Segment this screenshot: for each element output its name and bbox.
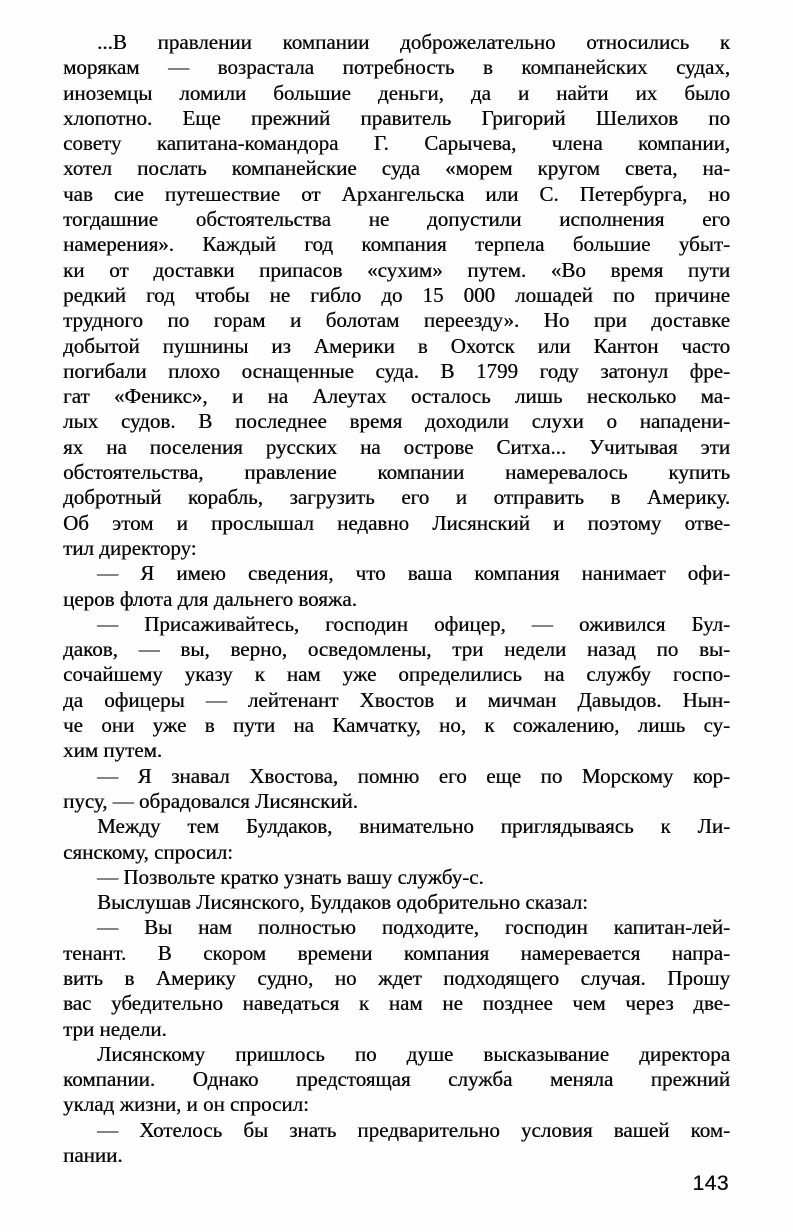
text-line: — Вы нам полностью подходите, господин капитан-лей- [97, 915, 730, 940]
text-line: вить в Америку судно, но ждет подходящего случая. Прошу [63, 965, 730, 990]
text-line: гат «Феникс», и на Алеутах осталось лишь несколько ма- [63, 384, 730, 409]
text-line: чав сие путешествие от Архангельска или С. Петербурга, но [63, 181, 730, 206]
text-line: ки от доставки припасов «сухим» путем. «Во время пути [63, 257, 730, 282]
text-line: пусу, — обрадовался Лисянский. [63, 788, 358, 813]
text-line: — Позвольте кратко узнать вашу службу-с. [97, 864, 484, 889]
text-line: ...В правлении компании доброжелательно относились к [97, 30, 730, 54]
text-line: тил директору: [63, 535, 197, 560]
text-line: обстоятельства, правление компании намеревалось купить [63, 460, 730, 485]
text-line: сянскому, спросил: [63, 839, 233, 864]
text-line: трудного по горам и болотам переезду». Но при доставке [63, 308, 730, 333]
text-line: церов флота для дальнего вояжа. [63, 586, 357, 611]
text-line: лых судов. В последнее время доходили слухи о нападени- [63, 409, 730, 434]
text-line: Об этом и прослышал недавно Лисянский и поэтому отве- [63, 510, 730, 535]
text-line: — Я знавал Хвостова, помню его еще по Морскому кор- [97, 763, 730, 788]
text-line: добротный корабль, загрузить его и отправить в Америку. [63, 485, 730, 510]
text-line: вас убедительно наведаться к нам не позднее чем через две- [63, 991, 730, 1016]
page-text [63, 30, 730, 1168]
text-line: да офицеры — лейтенант Хвостов и мичман Давыдов. Нын- [63, 687, 730, 712]
text-line: — Хотелось бы знать предварительно условия вашей ком- [97, 1117, 730, 1142]
text-line: уклад жизни, и он спросил: [63, 1092, 309, 1117]
page-number: 143 [692, 1172, 729, 1195]
text-line: совету капитана-командора Г. Сарычева, члена компании, [63, 131, 730, 156]
text-line: морякам — возрастала потребность в компанейских судах, [63, 55, 730, 80]
text-line: компании. Однако предстоящая служба меняла прежний [63, 1067, 730, 1092]
text-line: тенант. В скором времени компания намеревается напра- [63, 940, 730, 965]
text-line: погибали плохо оснащенные суда. В 1799 году затонул фре- [63, 358, 730, 383]
text-line: намерения». Каждый год компания терпела большие убыт- [63, 232, 730, 257]
text-line: сочайшему указу к нам уже определились на службу госпо- [63, 662, 730, 687]
text-line: Выслушав Лисянского, Булдаков одобрительно сказал: [97, 890, 588, 915]
text-line: три недели. [63, 1016, 167, 1041]
text-line: хим путем. [63, 738, 163, 763]
text-line: добытой пушнины из Америки в Охотск или Кантон часто [63, 333, 730, 358]
text-line: тогдашние обстоятельства не допустили исполнения его [63, 207, 730, 232]
text-line: редкий год чтобы не гибло до 15 000 лошадей по причине [63, 282, 730, 307]
text-line: ях на поселения русских на острове Ситха... Учитывая эти [63, 434, 730, 459]
text-line: — Я имею сведения, что ваша компания нанимает офи- [97, 561, 730, 586]
text-line: — Присаживайтесь, господин офицер, — оживился Бул- [97, 611, 730, 636]
text-line: даков, — вы, верно, осведомлены, три недели назад по вы- [63, 637, 730, 662]
text-line: хлопотно. Еще прежний правитель Григорий Шелихов по [63, 105, 730, 130]
text-line: че они уже в пути на Камчатку, но, к сожалению, лишь су- [63, 713, 730, 738]
text-line: Между тем Булдаков, внимательно приглядываясь к Ли- [97, 814, 730, 839]
text-line: пании. [63, 1143, 123, 1168]
text-line: Лисянскому пришлось по душе высказывание директора [97, 1041, 730, 1066]
text-line: иноземцы ломили большие деньги, да и найти их было [63, 80, 730, 105]
text-line: хотел послать компанейские суда «морем кругом света, на- [63, 156, 730, 181]
